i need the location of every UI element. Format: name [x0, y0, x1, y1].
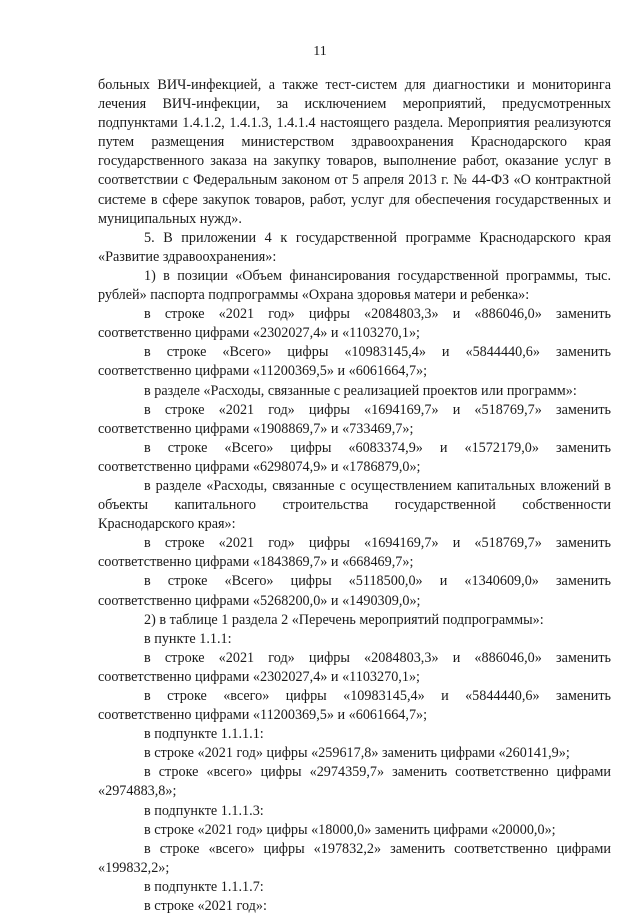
paragraph: в строке «всего» цифры «10983145,4» и «5844440,6» заменить соответственно цифрами «11200369,5» и «6061664,7»; — [98, 688, 611, 724]
paragraph: в разделе «Расходы, связанные с реализацией проектов или программ»: — [144, 382, 577, 399]
paragraph: в строке «2021 год»: — [144, 898, 267, 915]
paragraph: 1) в позиции «Объем финансирования государственной программы, тыс. рублей» паспорта подпрограммы «Охрана здоровья матери и ребенка»: — [98, 267, 611, 304]
paragraph: в строке «2021 год» цифры «1694169,7» и «518769,7» заменить соответственно цифрами «1843869,7» и «668469,7»; — [98, 535, 611, 571]
paragraph: в строке «2021 год» цифры «18000,0» заменить цифрами «20000,0»; — [144, 821, 556, 838]
paragraph: в строке «2021 год» цифры «259617,8» заменить цифрами «260141,9»; — [144, 745, 570, 762]
paragraph: в подпункте 1.1.1.3: — [144, 802, 264, 819]
paragraph: 5. В приложении 4 к государственной программе Краснодарского края «Развитие здравоохранения»: — [98, 229, 611, 265]
paragraph: в строке «Всего» цифры «6083374,9» и «1572179,0» заменить соответственно цифрами «6298074,9» и «1786879,0»; — [98, 439, 611, 475]
paragraph: в строке «2021 год» цифры «2084803,3» и «886046,0» заменить соответственно цифрами «2302027,4» и «1103270,1»; — [98, 306, 611, 342]
page-number: 11 — [313, 44, 327, 59]
paragraph: в строке «2021 год» цифры «1694169,7» и «518769,7» заменить соответственно цифрами «1908869,7» и «733469,7»; — [98, 401, 611, 437]
paragraph: в подпункте 1.1.1.1: — [144, 726, 264, 743]
document-body — [98, 76, 611, 916]
paragraph: в строке «2021 год» цифры «2084803,3» и «886046,0» заменить соответственно цифрами «2302027,4» и «1103270,1»; — [98, 649, 611, 685]
paragraph: в строке «всего» цифры «197832,2» заменить соответственно цифрами «199832,2»; — [98, 840, 611, 876]
paragraph: в строке «всего» цифры «2974359,7» заменить соответственно цифрами «2974883,8»; — [98, 764, 611, 800]
paragraph: в подпункте 1.1.1.7: — [144, 878, 264, 895]
paragraph: в строке «Всего» цифры «5118500,0» и «1340609,0» заменить соответственно цифрами «5268200,0» и «1490309,0»; — [98, 573, 611, 609]
paragraph: в строке «Всего» цифры «10983145,4» и «5844440,6» заменить соответственно цифрами «11200369,5» и «6061664,7»; — [98, 344, 611, 380]
paragraph: больных ВИЧ-инфекцией, а также тест-систем для диагностики и мониторинга лечения ВИЧ-инфекции, за исключением мероприятий, предусмотренных подпунктами 1.4.1.2, 1.4.1.3, 1.4.1.4 настоящего раздела. Мероприятия реализуются путем размещения министерством здравоохранения Краснодарского края государственного заказа на закупку товаров, выполнение работ, оказание услуг в соответствии с Федеральным законом от 5 апреля 2013 г. № 44-ФЗ «О контрактной системе в сфере закупок товаров, работ, услуг для обеспечения государственных и муниципальных нужд». — [98, 77, 611, 227]
paragraph: в разделе «Расходы, связанные с осуществлением капитальных вложений в объекты капитального строительства государственной собственности Краснодарского края»: — [98, 477, 611, 533]
paragraph: в пункте 1.1.1: — [144, 630, 232, 647]
paragraph: 2) в таблице 1 раздела 2 «Перечень мероприятий подпрограммы»: — [144, 611, 544, 628]
